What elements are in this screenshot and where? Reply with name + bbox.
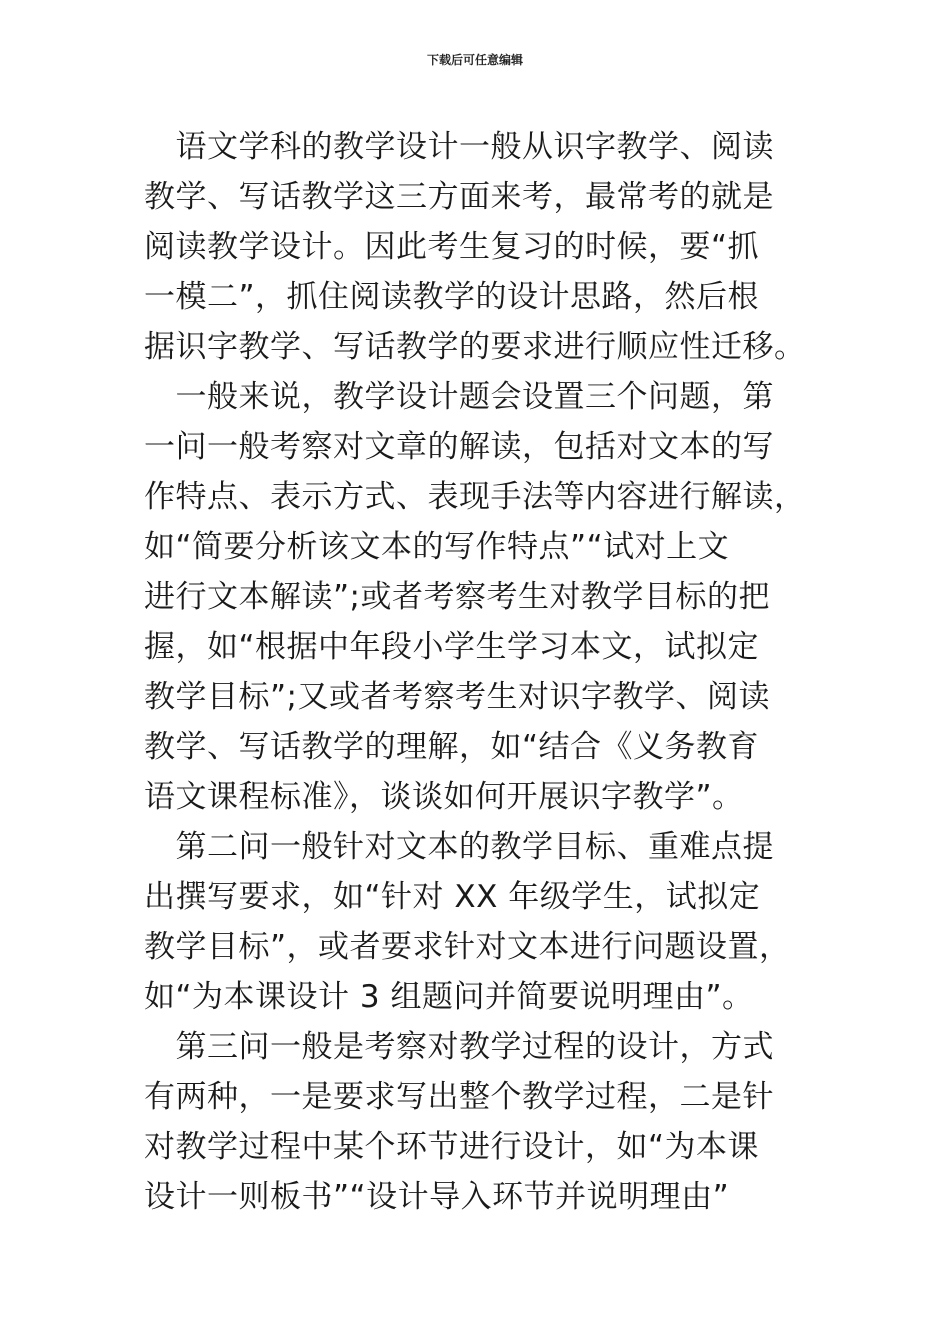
body-line: 第二问一般针对文本的教学目标、重难点提: [144, 829, 774, 865]
body-line: 如“为本课设计 3 组题问并简要说明理由”。: [144, 979, 754, 1015]
body-line: 据识字教学、写话教学的要求进行顺应性迁移。: [144, 329, 806, 365]
body-line: 阅读教学设计。因此考生复习的时候，要“抓: [144, 229, 760, 265]
body-line: 进行文本解读”;或者考察考生对教学目标的把: [144, 579, 771, 615]
body-line: 如“简要分析该文本的写作特点”“试对上文: [144, 529, 730, 565]
body-line: 对教学过程中某个环节进行设计，如“为本课: [144, 1129, 760, 1165]
body-line: 一般来说，教学设计题会设置三个问题，第: [144, 379, 774, 415]
body-line: 教学目标”;又或者考察考生对识字教学、阅读: [144, 679, 771, 715]
body-line: 语文课程标准》，谈谈如何开展识字教学”。: [144, 779, 744, 815]
body-line: 教学、写话教学的理解，如“结合《义务教育: [144, 729, 760, 765]
body-line: 一模二”，抓住阅读教学的设计思路，然后根: [144, 279, 760, 315]
document-body: [144, 122, 806, 1222]
body-line: 有两种，一是要求写出整个教学过程，二是针: [144, 1079, 774, 1115]
body-line: 一问一般考察对文章的解读，包括对文本的写: [144, 429, 774, 465]
body-line: 教学、写话教学这三方面来考，最常考的就是: [144, 179, 774, 215]
body-line: 教学目标”，或者要求针对文本进行问题设置，: [144, 929, 791, 965]
page-header: 下载后可任意编辑: [426, 53, 523, 67]
body-line: 设计一则板书”“设计导入环节并说明理由”: [144, 1179, 730, 1215]
body-line: 出撰写要求，如“针对 XX 年级学生，试拟定: [144, 879, 761, 915]
body-line: 语文学科的教学设计一般从识字教学、阅读: [144, 129, 774, 165]
body-line: 握，如“根据中年段小学生学习本文，试拟定: [144, 629, 760, 665]
body-line: 作特点、表示方式、表现手法等内容进行解读，: [144, 479, 806, 515]
body-line: 第三问一般是考察对教学过程的设计，方式: [144, 1029, 774, 1065]
